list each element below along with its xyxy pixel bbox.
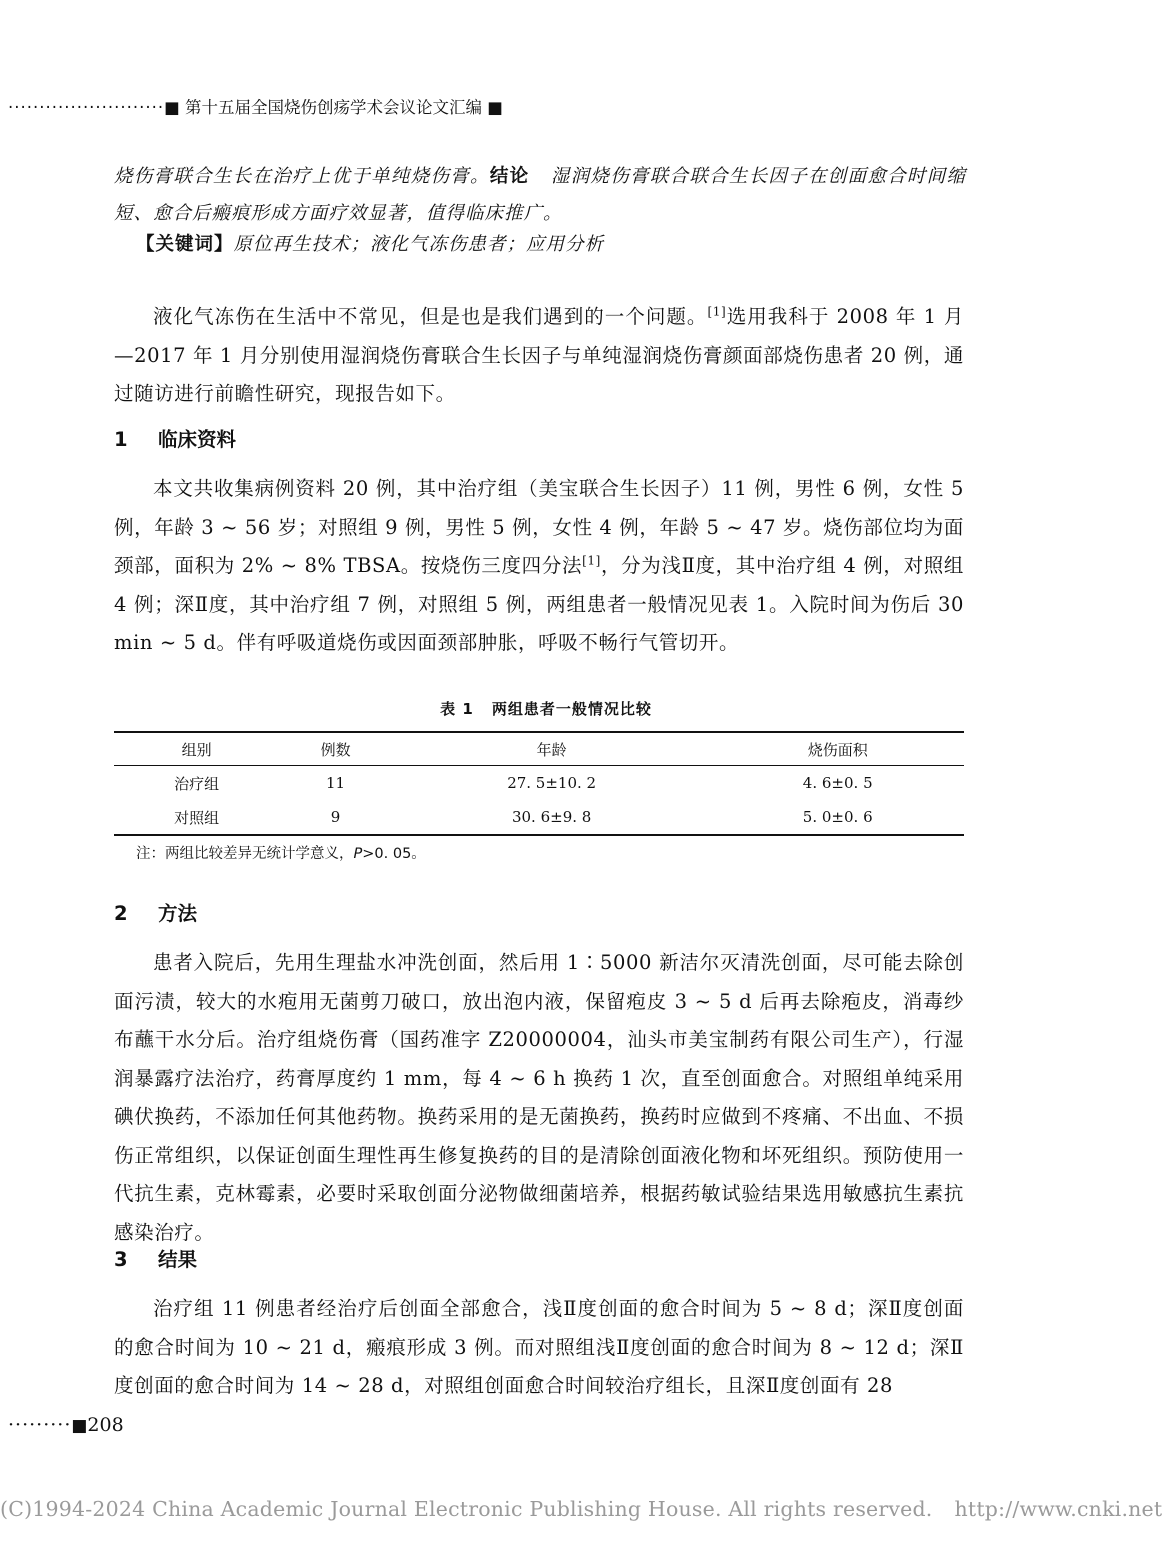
table-row (114, 766, 964, 801)
section-1-text-b: ，分为浅Ⅱ度，其中治疗组 4 例，对照组 4 例；深Ⅱ度，其中治疗组 7 例，对照组 5 例，两组患者一般情况见表 1。入院时间为伤后 30 min ~ 5 d。伴有呼吸道烧伤或因面颈部肿胀，呼吸不畅行气管切开。 (114, 554, 964, 654)
abstract-tail (114, 158, 966, 232)
table-header-row (114, 732, 964, 766)
table-header-cell: 年龄 (392, 732, 712, 766)
table-cell: 5. 0±0. 6 (802, 808, 873, 826)
page-number: 208 (87, 1414, 124, 1436)
section-1-paragraph (114, 470, 964, 663)
table-cell: 27. 5±10. 2 (507, 774, 597, 792)
section-3-heading (114, 1244, 197, 1272)
section-3-number: 3 (114, 1248, 128, 1271)
table-note-text: 注：两组比较差异无统计学意义， (136, 846, 354, 862)
table-row (114, 800, 964, 835)
section-2-title: 方法 (158, 902, 198, 925)
footer-leader-dots: ········· (8, 1414, 72, 1436)
general-condition-table (114, 731, 964, 836)
table-note (136, 842, 426, 863)
intro-paragraph (114, 298, 964, 414)
table-header-cell: 组别 (114, 732, 279, 766)
section-1-number: 1 (114, 428, 128, 451)
section-2-text: 患者入院后，先用生理盐水冲洗创面，然后用 1∶5000 新洁尔灭清洗创面，尽可能去除创面污渍，较大的水疱用无菌剪刀破口，放出泡内液，保留疱皮 3 ~ 5 d 后再去除疱皮，消毒纱布蘸干水分后。治疗组烧伤膏（国药准字 Z20000004，汕头市美宝制药有限公司生产），行湿润暴露疗法治疗，药膏厚度约 1 mm，每 4 ~ 6 h 换药 1 次，直至创面愈合。对照组单纯采用碘伏换药，不添加任何其他药物。换药采用的是无菌换药，换药时应做到不疼痛、不出血、不损伤正常组织，以保证创面生理性再生修复换药的目的是清除创面液化物和坏死组织。预防使用一代抗生素，克林霉素，必要时采取创面分泌物做细菌培养，根据药敏试验结果选用敏感抗生素抗感染治疗。 (114, 951, 964, 1244)
table-cell: 对照组 (174, 808, 220, 827)
copyright-text: (C)1994-2024 China Academic Journal Electronic Publishing House. All rights reserved. (0, 1497, 933, 1521)
intro-text-a: 液化气冻伤在生活中不常见，但是也是我们遇到的一个问题。 (153, 305, 708, 328)
table-number: 表 1 (440, 700, 474, 718)
table-caption (0, 698, 1092, 719)
section-2-number: 2 (114, 902, 128, 925)
table-cell: 治疗组 (174, 774, 220, 793)
table-header-cell: 烧伤面积 (711, 732, 964, 766)
table-note-p: P (353, 846, 363, 862)
table-cell: 4. 6±0. 5 (802, 774, 873, 792)
table-cell: 30. 6±9. 8 (511, 808, 592, 826)
section-3-title: 结果 (158, 1248, 198, 1271)
section-1-title: 临床资料 (158, 428, 237, 451)
section-2-paragraph (114, 944, 964, 1252)
footer-square-icon: ■ (71, 1416, 88, 1436)
table-cell: 9 (330, 808, 341, 826)
abstract-result-text: 烧伤膏联合生长在治疗上优于单纯烧伤膏。 (114, 166, 490, 187)
table-header-cell: 例数 (279, 732, 392, 766)
running-header (8, 94, 503, 118)
keywords-text: 原位再生技术；液化气冻伤患者；应用分析 (233, 234, 605, 255)
keywords-label: 【关键词】 (136, 234, 234, 255)
section-1-text-a: 本文共收集病例资料 20 例，其中治疗组（美宝联合生长因子）11 例，男性 6 例，女性 5 例，年龄 3 ~ 56 岁；对照组 9 例，男性 5 例，女性 4 例，年龄 5 ~ 47 岁。烧伤部位均为面颈部，面积为 2% ~ 8% TBSA。按烧伤三度四分法 (114, 477, 964, 577)
page-footer (8, 1414, 124, 1436)
header-leader-dots: ························· (8, 98, 165, 117)
section-3-paragraph (114, 1290, 964, 1406)
section-3-text: 治疗组 11 例患者经治疗后创面全部愈合，浅Ⅱ度创面的愈合时间为 5 ~ 8 d；深Ⅱ度创面的愈合时间为 10 ~ 21 d，瘢痕形成 3 例。而对照组浅Ⅱ度创面的愈合时间为 8 ~ 12 d；深Ⅱ度创面的愈合时间为 14 ~ 28 d，对照组创面愈合时间较治疗组长，且深Ⅱ度创面有 28 (114, 1297, 964, 1397)
copyright-url: http://www.cnki.net (954, 1497, 1162, 1521)
table-cell: 11 (326, 774, 346, 792)
keywords (136, 230, 604, 256)
table-title: 两组患者一般情况比较 (491, 700, 652, 718)
section-1-citation: [1] (582, 553, 601, 568)
section-1-heading (114, 424, 236, 452)
intro-text-b: 选用我科于 2008 年 1 月—2017 年 1 月分别使用湿润烧伤膏联合生长因子与单纯湿润烧伤膏颜面部烧伤患者 20 例，通过随访进行前瞻性研究，现报告如下。 (114, 305, 964, 405)
header-title: ■ 第十五届全国烧伤创疡学术会议论文汇编 ■ (164, 98, 503, 117)
conclusion-label: 结论 (489, 166, 530, 187)
intro-citation: [1] (707, 304, 727, 319)
conclusion-text: 湿润烧伤膏联合联合生长因子在创面愈合时间缩短、愈合后瘢痕形成方面疗效显著，值得临床推广。 (114, 166, 966, 224)
table-note-value: >0. 05。 (362, 846, 426, 862)
copyright-watermark (0, 1497, 1162, 1521)
section-2-heading (114, 898, 197, 926)
